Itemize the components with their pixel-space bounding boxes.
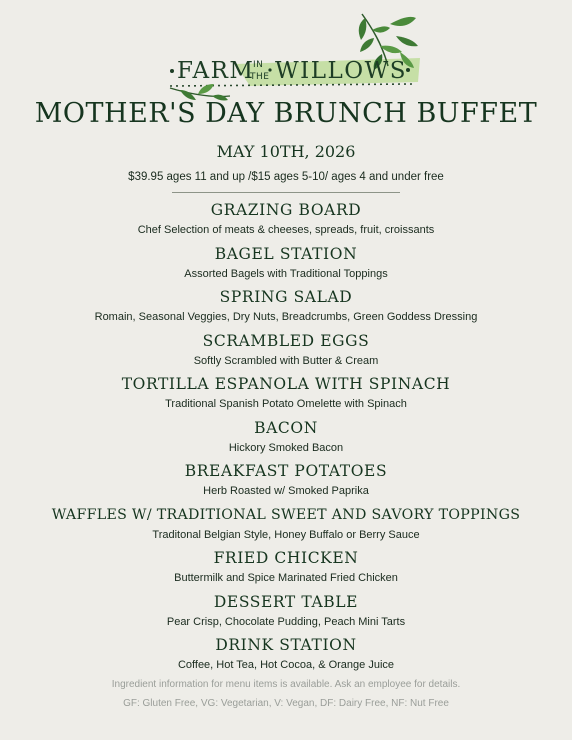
menu-item [0, 504, 572, 548]
menu-item-title: SPRING SALAD [219, 288, 353, 306]
menu-item [0, 417, 572, 461]
menu-item-title: TORTILLA ESPANOLA WITH SPINACH [121, 375, 451, 393]
menu-item-title: WAFFLES W/ TRADITIONAL SWEET AND SAVORY TOPPINGS [51, 506, 521, 523]
logo-the-text: THE [250, 72, 270, 82]
menu-item-title: BACON [254, 418, 318, 437]
menu-item [0, 460, 572, 504]
menu-item-description: Hickory Smoked Bacon [228, 441, 344, 454]
event-date: MAY 10TH, 2026 [216, 142, 356, 161]
menu-item-description: Assorted Bagels with Traditional Toppings [184, 267, 388, 280]
menu-item-title: BAGEL STATION [214, 244, 358, 263]
menu-item-description: Traditional Spanish Potato Omelette with Spinach [165, 398, 407, 410]
menu-item-description: Coffee, Hot Tea, Hot Cocoa, & Orange Juice [177, 659, 395, 671]
menu-item [0, 634, 572, 678]
divider [172, 192, 400, 193]
pricing-text: $39.95 ages 11 and up /$15 ages 5-10/ ages 4 and under free [128, 171, 444, 183]
logo-in-text: IN [253, 60, 264, 70]
menu-item-description: Romain, Seasonal Veggies, Dry Nuts, Breadcrumbs, Green Goddess Dressing [94, 311, 478, 323]
menu-item-description: Herb Roasted w/ Smoked Paprika [203, 485, 369, 497]
menu-item-title: SCRAMBLED EGGS [202, 331, 370, 350]
menu-item-description: Chef Selection of meats & cheeses, spreads, fruit, croissants [137, 224, 435, 236]
menu-item-description: Traditonal Belgian Style, Honey Buffalo or Berry Sauce [152, 528, 420, 541]
menu-item [0, 373, 572, 417]
menu-item-title: FRIED CHICKEN [213, 549, 359, 567]
menu-item [0, 547, 572, 591]
farm-in-the-willows-logo [150, 6, 430, 106]
menu-list [0, 199, 572, 678]
menu-item-title: GRAZING BOARD [210, 201, 362, 219]
menu-item-title: DRINK STATION [215, 636, 357, 654]
ingredient-info-note: Ingredient information for menu items is available. Ask an employee for details. [111, 679, 461, 690]
menu-item-title: DESSERT TABLE [213, 592, 359, 611]
menu-item-description: Softly Scrambled with Butter & Cream [193, 354, 379, 367]
menu-item-description: Pear Crisp, Chocolate Pudding, Peach Mini Tarts [166, 615, 406, 628]
willow-branch-icon [150, 6, 430, 106]
page-title: MOTHER'S DAY BRUNCH BUFFET [34, 98, 538, 129]
menu-item [0, 330, 572, 374]
menu-item-description: Buttermilk and Spice Marinated Fried Chicken [174, 572, 398, 584]
dietary-legend: GF: Gluten Free, VG: Vegetarian, V: Vegan, DF: Dairy Free, NF: Nut Free [123, 698, 449, 709]
menu-item [0, 243, 572, 287]
menu-item [0, 199, 572, 243]
menu-item-title: BREAKFAST POTATOES [184, 462, 388, 480]
logo-farm-text: FARM [177, 58, 255, 84]
menu-item [0, 591, 572, 635]
logo-willows-text: WILLOWS [275, 58, 408, 84]
menu-item [0, 286, 572, 330]
